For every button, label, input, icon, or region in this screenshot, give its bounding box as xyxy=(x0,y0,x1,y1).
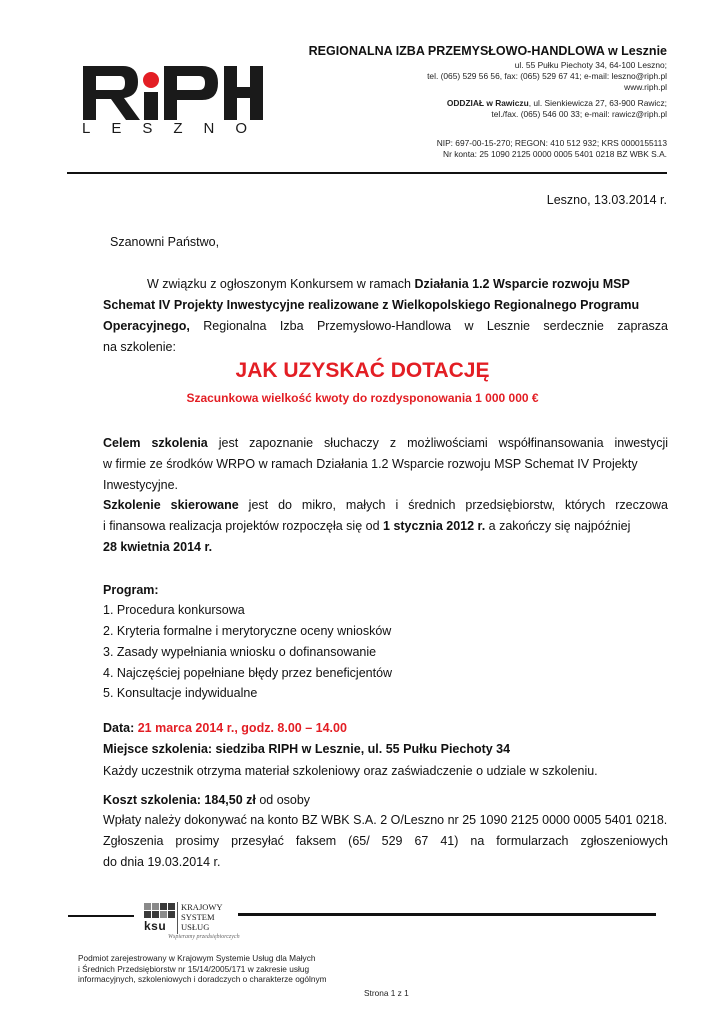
target-text-2a: i finansowa realizacja projektów rozpoczęła się od xyxy=(103,519,384,533)
intro-bold-2: Schemat IV Projekty Inwestycyjne realizowane z Wielkopolskiego Regionalnego Programu xyxy=(103,298,640,312)
goal-line-2: w firmie ze środków WRPO w ramach Działania 1.2 Wsparcie rozwoju MSP Schemat IV Projekty xyxy=(103,457,638,471)
intro-line-3 xyxy=(103,319,668,333)
program-item: 3. Zasady wypełniania wniosku o dofinansowanie xyxy=(103,645,377,659)
footer-rule-right xyxy=(238,913,656,916)
ksu-line1: KRAJOWY xyxy=(181,902,223,912)
riph-logo xyxy=(78,58,268,140)
place-line xyxy=(103,742,510,756)
logo-subtext: LESZNO xyxy=(82,120,269,137)
intro-bold: Działania 1.2 Wsparcie rozwoju MSP xyxy=(414,277,630,291)
footer-rule-left xyxy=(68,915,134,917)
goal-bold: Celem szkolenia xyxy=(103,436,208,450)
goal-line-1 xyxy=(103,436,668,450)
target-bold: Szkolenie skierowane xyxy=(103,498,239,512)
intro-text: W związku z ogłoszonym Konkursem w ramach xyxy=(147,277,415,291)
cost-bold: Koszt szkolenia: 184,50 zł xyxy=(103,793,256,807)
org-account: Nr konta: 25 1090 2125 0000 0005 5401 0218 BZ WBK S.A. xyxy=(443,149,667,159)
target-bold-3: 28 kwietnia 2014 r. xyxy=(103,540,213,554)
intro-bold-3: Operacyjnego, xyxy=(103,319,190,333)
goal-line-3: Inwestycyjne. xyxy=(103,478,179,492)
intro-line-4: na szkolenie: xyxy=(103,340,176,354)
sub-heading: Szacunkowa wielkość kwoty do rozdysponowania 1 000 000 € xyxy=(186,391,539,405)
cost-rest: od osoby xyxy=(255,793,311,807)
program-title-text: Program: xyxy=(103,583,159,597)
org-contact: tel. (065) 529 56 56, fax: (065) 529 67 41; e-mail: leszno@riph.pl xyxy=(427,71,667,81)
target-line-1 xyxy=(103,498,668,512)
registration-line-1: Zgłoszenia prosimy przesyłać faksem (65/ 529 67 41) na formularzach zgłoszeniowych xyxy=(103,834,668,848)
org-website[interactable]: www.riph.pl xyxy=(624,82,667,92)
ksu-tagline: Wspieramy przedsiębiorczych xyxy=(168,934,240,940)
target-text: jest do mikro, małych i średnich przedsiębiorstw, których rzeczowa xyxy=(238,498,669,512)
org-name: REGIONALNA IZBA PRZEMYSŁOWO-HANDLOWA w Lesznie xyxy=(308,44,667,58)
ksu-line3: USŁUG xyxy=(181,922,210,932)
program-item: 4. Najczęściej popełniane błędy przez beneficjentów xyxy=(103,666,393,680)
program-item: 1. Procedura konkursowa xyxy=(103,603,245,617)
target-bold-2: 1 stycznia 2012 r. xyxy=(383,519,486,533)
intro-line-2 xyxy=(103,298,639,312)
place-line-text: Miejsce szkolenia: siedziba RIPH w Lesznie, ul. 55 Pułku Piechoty 34 xyxy=(103,742,511,756)
date-value: 21 marca 2014 r., godz. 8.00 – 14.00 xyxy=(137,721,347,735)
payment-line: Wpłaty należy dokonywać na konto BZ WBK S.A. 2 O/Leszno nr 25 1090 2125 0000 0005 5401 0218. xyxy=(103,813,668,827)
cost-line xyxy=(103,793,310,807)
program-title xyxy=(103,583,159,597)
target-text-2c: a zakończy się najpóźniej xyxy=(485,519,631,533)
intro-line-1 xyxy=(147,277,630,291)
ksu-abbr: ksu xyxy=(144,919,167,933)
branch-line xyxy=(447,98,667,109)
intro-text-3: Regionalna Izba Przemysłowo-Handlowa w Lesznie serdecznie zaprasza xyxy=(189,319,668,333)
footer-note-line: informacyjnych, szkoleniowych i doradczych o charakterze ogólnym xyxy=(78,974,327,984)
ksu-line2: SYSTEM xyxy=(181,912,215,922)
program-item: 5. Konsultacje indywidualne xyxy=(103,686,258,700)
program-item: 2. Kryteria formalne i merytoryczne oceny wniosków xyxy=(103,624,392,638)
branch-address: , ul. Sienkiewicza 27, 63-900 Rawicz; xyxy=(528,98,667,108)
main-heading: JAK UZYSKAĆ DOTACJĘ xyxy=(235,359,490,382)
footer-note xyxy=(78,953,327,985)
page-number: Strona 1 z 1 xyxy=(364,988,409,998)
target-line-2 xyxy=(103,519,630,533)
materials-line: Każdy uczestnik otrzyma materiał szkoleniowy oraz zaświadczenie o udziale w szkoleniu. xyxy=(103,764,598,778)
target-line-3 xyxy=(103,540,212,554)
place-date: Leszno, 13.03.2014 r. xyxy=(546,193,667,207)
ksu-divider xyxy=(177,902,178,934)
ksu-logo xyxy=(144,902,240,944)
header-divider xyxy=(67,172,667,174)
date-line xyxy=(103,721,347,735)
registration-line-2: do dnia 19.03.2014 r. xyxy=(103,855,221,869)
footer-note-line: Podmiot zarejestrowany w Krajowym Systemie Usług dla Małych xyxy=(78,953,316,963)
footer-note-line: i Średnich Przedsiębiorstw nr 15/14/2005/171 w zakresie usług xyxy=(78,963,310,974)
branch-contact: tel./fax. (065) 546 00 33; e-mail: rawicz@riph.pl xyxy=(491,109,667,119)
org-ids: NIP: 697-00-15-270; REGON: 410 512 932; KRS 0000155113 xyxy=(436,138,667,148)
date-label: Data: xyxy=(103,721,138,735)
org-address: ul. 55 Pułku Piechoty 34, 64-100 Leszno; xyxy=(514,60,667,70)
salutation: Szanowni Państwo, xyxy=(110,235,220,249)
goal-text: jest zapoznanie słuchaczy z możliwościami współfinansowania inwestycji xyxy=(207,436,669,450)
branch-label: ODDZIAŁ w Rawiczu xyxy=(446,98,529,108)
